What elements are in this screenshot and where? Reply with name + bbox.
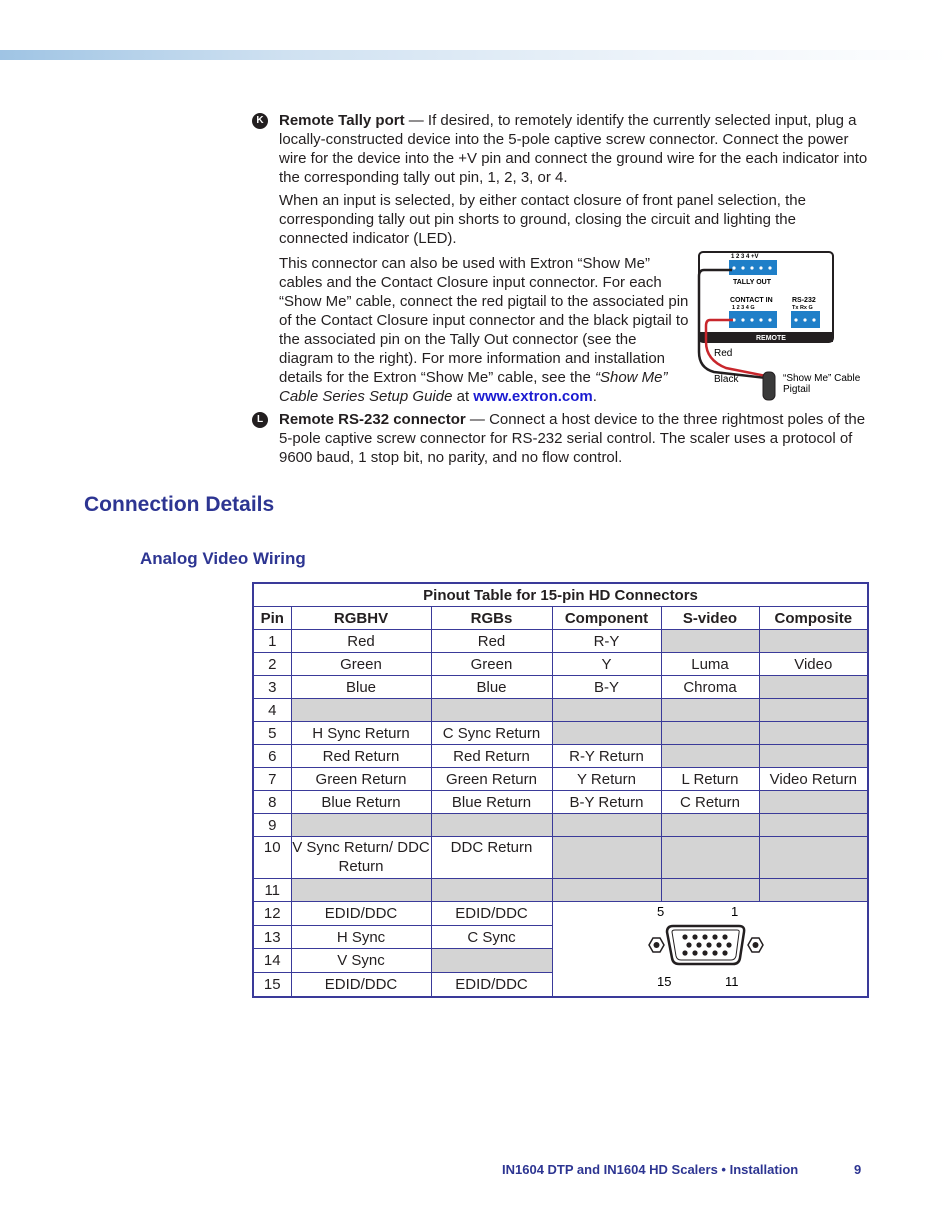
connector-label-5: 5: [656, 904, 665, 919]
remote-rs232-description: [279, 410, 872, 467]
table-cell-empty: [759, 722, 868, 745]
hd15-connector-icon: [645, 902, 775, 992]
table-cell: 15: [253, 973, 291, 997]
dash: —: [465, 411, 490, 428]
remote-rs232-text: Connect a host device to the three rightmost poles of the 5-pole captive screw connector for RS-232 serial control. The scaler uses a protocol of 9600 baud, 1 stop bit, no parity, and no flow control.: [279, 411, 866, 466]
pinout-table: [252, 582, 869, 998]
remote-label: REMOTE: [756, 335, 786, 342]
header-component: Component: [552, 607, 661, 630]
table-cell-empty: [759, 814, 868, 837]
table-cell: Green: [431, 653, 552, 676]
black-wire-label: Black: [714, 374, 739, 385]
table-cell: 2: [253, 653, 291, 676]
callout-badge-k: K: [252, 113, 268, 129]
table-row: [253, 676, 868, 699]
table-cell-empty: [291, 814, 431, 837]
table-cell: Green Return: [431, 768, 552, 791]
table-cell-empty: [431, 879, 552, 902]
table-cell: B-Y Return: [552, 791, 661, 814]
connector-label-1: 1: [730, 904, 739, 919]
table-row: [253, 745, 868, 768]
extron-link[interactable]: www.extron.com: [473, 388, 593, 405]
table-cell-empty: [759, 630, 868, 653]
table-row: [253, 653, 868, 676]
table-cell: Blue Return: [291, 791, 431, 814]
table-cell: 1: [253, 630, 291, 653]
table-cell-empty: [552, 814, 661, 837]
table-cell-empty: [661, 699, 759, 722]
table-cell: C Sync: [431, 925, 552, 949]
table-cell: Chroma: [661, 676, 759, 699]
table-cell: 8: [253, 791, 291, 814]
cable-label-line-1: “Show Me” Cable: [783, 373, 861, 384]
table-cell: EDID/DDC: [291, 973, 431, 997]
table-cell-empty: [661, 722, 759, 745]
dash: —: [404, 112, 428, 129]
tally-paragraph-3-text: This connector can also be used with Extron “Show Me” cables and the Contact Closure input connector. For each “Show Me” cable, connect the red pigtail to the associated pin of the Contact Closure input connector and the black pigtail to the associated pin on the Tally Out connector (see the diagram to the right). For more information and installation details for the Extron “Show Me” cable, see the: [279, 255, 689, 386]
callout-badge-l: L: [252, 412, 268, 428]
table-row: [253, 699, 868, 722]
table-cell-empty: [552, 837, 661, 879]
table-cell: EDID/DDC: [431, 973, 552, 997]
header-gradient-bar: [0, 50, 950, 60]
table-cell: 3: [253, 676, 291, 699]
table-cell: 4: [253, 699, 291, 722]
at-text: at: [452, 388, 474, 405]
table-cell: B-Y: [552, 676, 661, 699]
contact-in-label: CONTACT IN: [730, 297, 773, 304]
rs232-pin-labels: Tx Rx G: [792, 305, 813, 311]
table-cell: Video Return: [759, 768, 868, 791]
table-cell: 5: [253, 722, 291, 745]
rs232-label: RS-232: [792, 297, 816, 304]
table-cell-empty: [431, 814, 552, 837]
table-cell: 6: [253, 745, 291, 768]
table-cell-empty: [661, 630, 759, 653]
table-cell-empty: [661, 837, 759, 879]
table-row: [253, 837, 868, 879]
table-row: [253, 879, 868, 902]
table-cell: 13: [253, 925, 291, 949]
table-cell-empty: [291, 879, 431, 902]
pigtail-plug: [763, 372, 775, 400]
table-cell-empty: [759, 879, 868, 902]
table-cell: 10: [253, 837, 291, 879]
setup-guide-title: “Show Me” Cable Series Setup Guide: [279, 369, 668, 405]
table-row: [253, 791, 868, 814]
header-rgbs: RGBs: [431, 607, 552, 630]
table-cell: H Sync: [291, 925, 431, 949]
period: .: [592, 388, 597, 405]
header-composite: Composite: [759, 607, 868, 630]
table-cell-empty: [431, 699, 552, 722]
red-wire-label: Red: [714, 348, 733, 359]
tally-out-connector: [729, 260, 777, 275]
tally-paragraph-2: When an input is selected, by either contact closure of front panel selection, the corresponding tally out pin shorts to ground, closing the circuit and lighting the connected indicator (LED).: [279, 192, 806, 247]
table-cell-empty: [661, 814, 759, 837]
remote-tally-port-title: Remote Tally port: [279, 112, 405, 129]
table-row: [253, 722, 868, 745]
tally-pin-numbers: 1 2 3 4 +V: [731, 254, 759, 260]
connector-label-15: 15: [656, 974, 672, 989]
table-cell-empty: [431, 949, 552, 973]
table-cell: V Sync: [291, 949, 431, 973]
table-cell: Y Return: [552, 768, 661, 791]
cable-label-line-2: Pigtail: [783, 384, 811, 395]
contact-in-connector: [729, 311, 777, 328]
tally-paragraph-3: [279, 254, 694, 406]
tally-out-label: TALLY OUT: [733, 279, 771, 286]
table-cell: Y: [552, 653, 661, 676]
page-number: 9: [854, 1162, 862, 1177]
table-row: [253, 630, 868, 653]
table-caption: Pinout Table for 15-pin HD Connectors: [253, 583, 868, 607]
connector-label-11: 11: [724, 974, 739, 989]
table-cell-empty: [759, 699, 868, 722]
table-cell: R-Y: [552, 630, 661, 653]
table-cell: Blue Return: [431, 791, 552, 814]
table-cell: R-Y Return: [552, 745, 661, 768]
table-cell-empty: [552, 699, 661, 722]
section-title: Connection Details: [84, 493, 275, 516]
table-row: [253, 768, 868, 791]
header-svideo: S-video: [661, 607, 759, 630]
header-pin: Pin: [253, 607, 291, 630]
table-cell: EDID/DDC: [291, 902, 431, 926]
table-cell: Video: [759, 653, 868, 676]
hd15-connector-cell: [552, 902, 868, 998]
remote-tally-port-item: [252, 111, 872, 187]
table-cell: Blue: [431, 676, 552, 699]
contact-pin-numbers: 1 2 3 4 G: [732, 305, 755, 311]
table-cell: Red: [431, 630, 552, 653]
table-cell: Red Return: [431, 745, 552, 768]
table-cell: Luma: [661, 653, 759, 676]
remote-tally-port-description: [279, 111, 872, 187]
table-cell-empty: [759, 837, 868, 879]
table-cell: Green Return: [291, 768, 431, 791]
remote-rs232-item: [252, 410, 872, 467]
table-cell: DDC Return: [431, 837, 552, 879]
table-cell: 12: [253, 902, 291, 926]
table-cell-empty: [759, 676, 868, 699]
remote-connector-diagram: [696, 250, 876, 405]
subsection-title: Analog Video Wiring: [140, 549, 306, 568]
table-row: [253, 902, 868, 926]
table-cell: Blue: [291, 676, 431, 699]
table-cell-empty: [552, 722, 661, 745]
table-cell: Red Return: [291, 745, 431, 768]
table-cell: L Return: [661, 768, 759, 791]
table-cell: 14: [253, 949, 291, 973]
table-cell: Red: [291, 630, 431, 653]
table-cell-empty: [552, 879, 661, 902]
table-cell: EDID/DDC: [431, 902, 552, 926]
table-cell-empty: [291, 699, 431, 722]
table-cell-empty: [661, 745, 759, 768]
table-cell-empty: [661, 879, 759, 902]
table-cell: C Sync Return: [431, 722, 552, 745]
remote-rs232-title: Remote RS-232 connector: [279, 411, 466, 428]
header-rgbhv: RGBHV: [291, 607, 431, 630]
table-row: [253, 814, 868, 837]
table-cell: C Return: [661, 791, 759, 814]
table-cell: 9: [253, 814, 291, 837]
remote-tally-port-text: If desired, to remotely identify the currently selected input, plug a locally-constructed device into the 5-pole captive screw connector. Connect the power wire for the device into the +V pin and connect the ground wire for the each indicator into the corresponding tally out pin, 1, 2, 3, or 4.: [279, 112, 868, 186]
table-header-row: [253, 607, 868, 630]
table-cell: 7: [253, 768, 291, 791]
rs232-connector: [791, 311, 820, 328]
table-cell-empty: [759, 791, 868, 814]
table-cell: H Sync Return: [291, 722, 431, 745]
table-cell: 11: [253, 879, 291, 902]
table-cell-empty: [759, 745, 868, 768]
footer-text: IN1604 DTP and IN1604 HD Scalers • Installation: [502, 1162, 799, 1177]
table-cell: V Sync Return/ DDC Return: [291, 837, 431, 879]
table-cell: Green: [291, 653, 431, 676]
